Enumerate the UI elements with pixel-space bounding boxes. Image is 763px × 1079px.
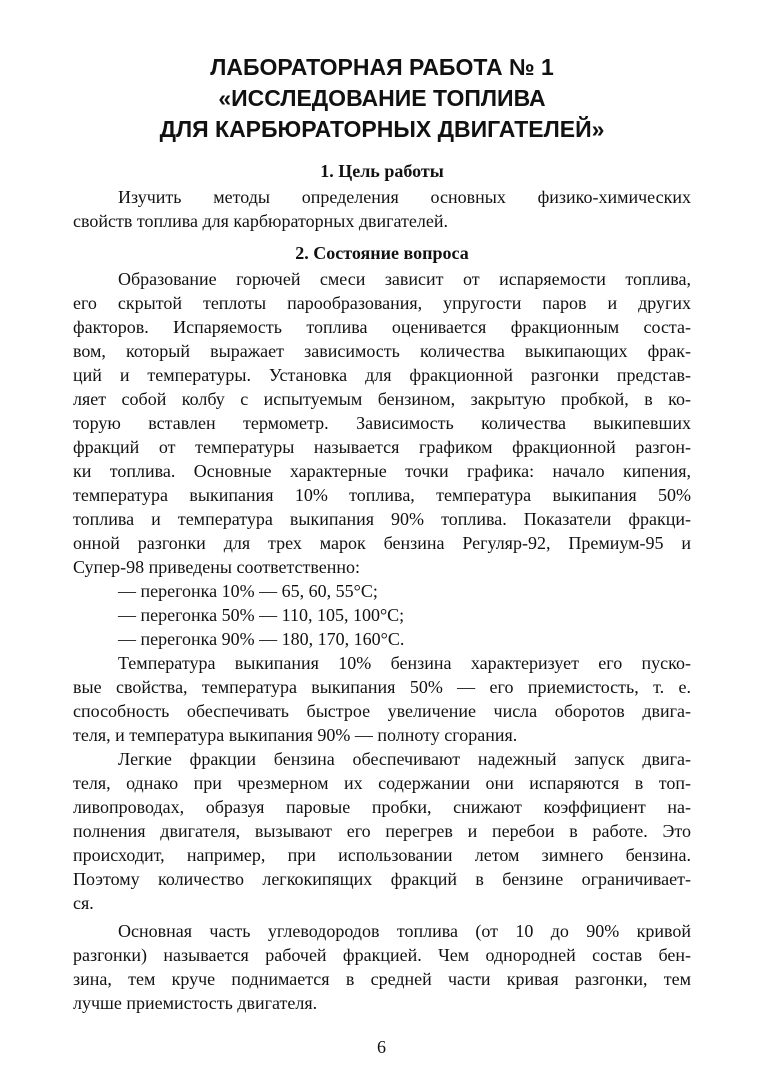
list-item: — перегонка 10% — 65, 60, 55°С; <box>118 581 378 601</box>
title-line: ЛАБОРАТОРНАЯ РАБОТА № 1 <box>210 54 554 80</box>
text-line: ся. <box>73 893 94 913</box>
text-line: онной разгонки для трех марок бензина Регуляр-92, Премиум-95 и <box>73 533 691 553</box>
text-line: ки топлива. Основные характерные точки графика: начало кипения, <box>73 461 691 481</box>
text-line: его скрытой теплоты парообразования, упругости паров и других <box>73 293 691 313</box>
text-line: способность обеспечивать быстрое увеличение числа оборотов двига- <box>73 701 691 721</box>
text-line: теля, однако при чрезмерном их содержании они испаряются в топ- <box>73 773 691 793</box>
text-line: вые свойства, температура выкипания 50% — его приемистость, т. е. <box>73 677 691 697</box>
text-line: ций и температуры. Установка для фракционной разгонки представ- <box>73 365 691 385</box>
section-heading-state: 2. Состояние вопроса <box>295 243 469 263</box>
text-line: полнения двигателя, вызывают его перегрев и перебои в работе. Это <box>73 821 691 841</box>
title-line: ДЛЯ КАРБЮРАТОРНЫХ ДВИГАТЕЛЕЙ» <box>159 116 605 142</box>
section-goal-text <box>73 185 691 233</box>
text-line: Основная часть углеводородов топлива (от 10 до 90% кривой <box>118 921 691 941</box>
text-line: разгонки) называется рабочей фракцией. Чем однородней состав бен- <box>73 945 691 965</box>
text-line: Изучить методы определения основных физико-химических <box>118 187 691 207</box>
text-line: лучше приемистость двигателя. <box>73 993 318 1013</box>
text-line: свойств топлива для карбюраторных двигателей. <box>73 211 449 231</box>
text-line: Легкие фракции бензина обеспечивают надежный запуск двига- <box>118 749 691 769</box>
text-line: зина, тем круче поднимается в средней части кривая разгонки, тем <box>73 969 691 989</box>
title-line: «ИССЛЕДОВАНИЕ ТОПЛИВА <box>218 85 546 111</box>
text-line: топлива и температура выкипания 90% топлива. Показатели фракци- <box>73 509 691 529</box>
text-line: Температура выкипания 10% бензина характеризует его пуско- <box>118 653 691 673</box>
text-line: фракций от температуры называется графиком фракционной разгон- <box>73 437 691 457</box>
text-line: торую вставлен термометр. Зависимость количества выкипевших <box>73 413 691 433</box>
list-item: — перегонка 50% — 110, 105, 100°С; <box>118 605 405 625</box>
text-line: факторов. Испаряемость топлива оценивается фракционным соста- <box>73 317 691 337</box>
list-item: — перегонка 90% — 180, 170, 160°С. <box>118 629 405 649</box>
section-heading-goal: 1. Цель работы <box>320 161 444 181</box>
text-line: ливопроводах, образуя паровые пробки, снижают коэффициент на- <box>73 797 691 817</box>
text-line: происходит, например, при использовании летом зимнего бензина. <box>73 845 691 865</box>
text-line: Супер-98 приведены соответственно: <box>73 557 361 577</box>
text-line: Поэтому количество легкокипящих фракций в бензине ограничивает- <box>73 869 691 889</box>
lab-work-title <box>73 52 691 145</box>
text-line: вом, который выражает зависимость количества выкипающих фрак- <box>73 341 691 361</box>
text-line: ляет собой колбу с испытуемым бензином, закрытую пробкой, в ко- <box>73 389 691 409</box>
text-line: теля, и температура выкипания 90% — полноту сгорания. <box>73 725 518 745</box>
section-state-text <box>73 267 691 1015</box>
page-number: 6 <box>377 1037 386 1057</box>
text-line: температура выкипания 10% топлива, температура выкипания 50% <box>73 485 691 505</box>
text-line: Образование горючей смеси зависит от испаряемости топлива, <box>118 269 691 289</box>
